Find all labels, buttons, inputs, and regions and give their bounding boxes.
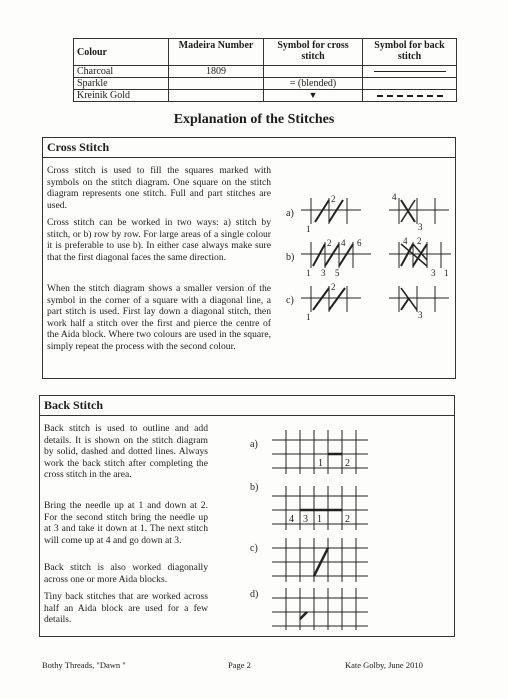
stitch-number: 1	[318, 458, 323, 469]
section-heading: Explanation of the Stitches	[173, 112, 335, 127]
back-para-1: Back stitch is used to outline and add details. It is shown on the stitch diagram by solid, dashed and dotted lines. Always work the back stitch after completing the cross stitch in the area.	[44, 423, 208, 480]
stitch-number: 5	[335, 268, 340, 278]
cell-colour: Kreinik Gold	[74, 90, 169, 102]
cell-colour: Sparkle	[74, 78, 169, 90]
stitch-number: 1	[306, 312, 311, 322]
stitch-number: 4	[341, 238, 346, 248]
diagram-label-b: b)	[250, 482, 259, 493]
table-row	[74, 90, 457, 102]
dashed-line-symbol	[377, 95, 443, 97]
back-stitch-box	[39, 395, 455, 637]
table-row	[74, 78, 457, 90]
cell-madeira	[169, 90, 264, 102]
thread-key-table	[73, 38, 457, 102]
solid-line-symbol	[374, 71, 446, 72]
back-para-2: Bring the needle up at 1 and down at 2. For the second stitch bring the needle up at 3 and take it down at 1. The next stitch will come up at 4 and go down at 3.	[44, 500, 208, 546]
table-row	[74, 66, 457, 78]
cell-back-symbol	[363, 78, 457, 90]
title-divider	[40, 415, 454, 416]
title-divider	[43, 157, 455, 158]
stitch-number: 3	[303, 514, 308, 525]
back-para-3: Back stitch is also worked diagonally across one or more Aida blocks.	[44, 562, 208, 585]
cross-para-1: Cross stitch is used to fill the squares marked with symbols on the stitch diagram. One square on the stitch diagram represents one stitch. Full and part stitches are used.	[47, 165, 271, 211]
stitch-number: 4	[392, 192, 397, 202]
stitch-number: 6	[357, 238, 362, 248]
cell-cross-symbol: ▼	[264, 90, 363, 102]
cross-stitch-diagrams	[301, 190, 451, 330]
stitch-number: 3	[431, 268, 436, 278]
cell-madeira: 1809	[169, 66, 264, 78]
stitch-number: 1	[317, 514, 322, 525]
stitch-number: 1	[306, 268, 311, 278]
diagram-label-d: d)	[250, 589, 259, 600]
header-colour: Colour	[74, 39, 169, 66]
stitch-number: 3	[321, 268, 326, 278]
stitch-number: 2	[331, 194, 336, 204]
stitch-number: 1	[444, 268, 449, 278]
diagram-label-c: c)	[250, 543, 258, 554]
diagram-label-b: b)	[286, 252, 295, 263]
diagram-label-c: c)	[286, 295, 294, 306]
header-cross-symbol: Symbol for cross stitch	[264, 39, 363, 66]
cell-cross-symbol	[264, 66, 363, 78]
table-header-row	[74, 39, 457, 66]
back-stitch-diagrams	[272, 426, 368, 631]
cross-para-3: When the stitch diagram shows a smaller version of the symbol in the corner of a square with a diagonal line, a part stitch is used. First lay down a diagonal stitch, then work half a stitch over the first and pierce the centre of the Aida block. Where two colours are used in the square, simply repeat the process with the second colour.	[47, 283, 271, 352]
back-stitch-title: Back Stitch	[44, 398, 104, 412]
cross-stitch-title: Cross Stitch	[47, 140, 110, 154]
back-para-4: Tiny back stitches that are worked across half an Aida block are used for a few details.	[44, 591, 208, 625]
cell-colour: Charcoal	[74, 66, 169, 78]
stitch-number: 1	[306, 224, 311, 234]
stitch-number: 2	[417, 236, 422, 246]
stitch-number: 2	[345, 514, 350, 525]
stitch-number: 3	[418, 222, 423, 232]
stitch-number: 3	[418, 310, 423, 320]
footer-left: Bothy Threads, "Dawn "	[42, 660, 126, 670]
stitch-number: 2	[327, 238, 332, 248]
cell-back-symbol	[363, 66, 457, 78]
diagram-label-a: a)	[250, 439, 258, 450]
cross-para-2: Cross stitch can be worked in two ways: a) stitch by stitch, or b) row by row. For large areas of a single colour it is preferable to use b). In either case always make sure that the first diagonal faces the same direction.	[47, 217, 271, 263]
footer-page: Page 2	[228, 660, 251, 670]
stitch-number: 4	[403, 236, 408, 246]
cell-cross-symbol: = (blended)	[264, 78, 363, 90]
footer-right: Kate Golby, June 2010	[345, 660, 423, 670]
header-back-symbol: Symbol for back stitch	[363, 39, 457, 66]
header-madeira: Madeira Number	[169, 39, 264, 66]
cell-back-symbol	[363, 90, 457, 102]
stitch-number: 2	[331, 282, 336, 292]
cell-madeira	[169, 78, 264, 90]
stitch-number: 4	[289, 514, 294, 525]
diagram-label-a: a)	[286, 208, 294, 219]
cross-stitch-box	[42, 137, 456, 379]
stitch-number: 2	[345, 458, 350, 469]
